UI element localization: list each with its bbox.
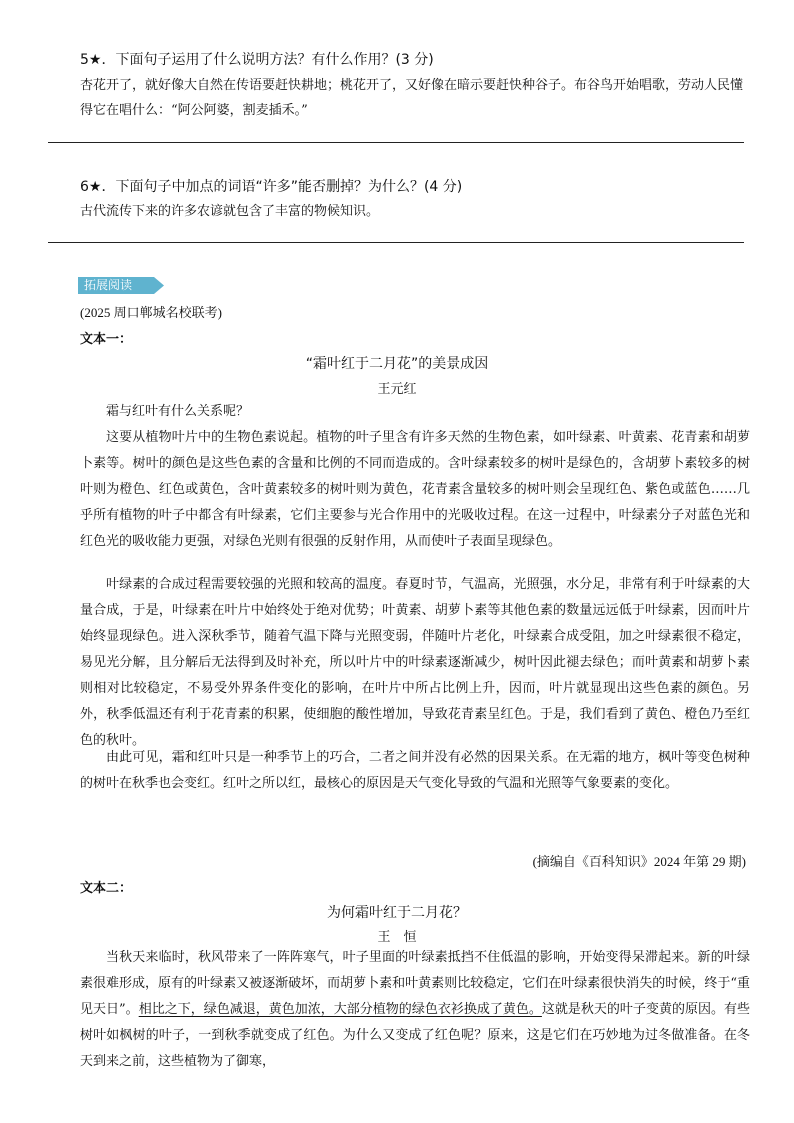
answer-line-6 [48,242,744,243]
text-1-paragraph-4: 由此可见，霜和红叶只是一种季节上的巧合，二者之间并没有必然的因果关系。在无霜的地方，枫叶等变色树种的树叶在秋季也会变红。红叶之所以红，最核心的原因是天气变化导致的气温和光照等气象要素的变化。 [80,750,750,791]
text-1-paragraph-2: 这要从植物叶片中的生物色素说起。植物的叶子里含有许多天然的生物色素，如叶绿素、叶黄素、花青素和胡萝卜素等。树叶的颜色是这些色素的含量和比例的不同而造成的。含叶绿素较多的树叶是绿色的，含胡萝卜素较多的树叶则为橙色、红色或黄色，含叶黄素较多的树叶则为黄色，花青素含量较多的树叶则会呈现红色、紫色或蓝色……几乎所有植物的叶子中都含有叶绿素，它们主要参与光合作用中的光吸收过程。在这一过程中，叶绿素分子对蓝色光和红色光的吸收能力更强，对绿色光则有很强的反射作用，从而使叶子表面呈现绿色。 [80,430,750,549]
text-2-underlined-sentence: 相比之下，绿色减退，黄色加浓，大部分植物的绿色衣衫换成了黄色。 [138,1002,542,1017]
text-1-paragraph-1: 霜与红叶有什么关系呢？ [106,404,250,419]
text-2-paragraph-1-end: 这就是秋天的叶子变黄的原因。有些树叶如枫树的叶子，一到秋季就变成了红色。为什么又变成了红色呢？原来，这是它们在巧妙地为过冬做准备。在冬天到来之前，这些植物为了御寒， [80,1002,750,1069]
section-badge [78,277,164,294]
text-1-author: 王元红 [377,382,417,397]
answer-line-5 [48,142,744,143]
text-2-label: 文本二： [80,881,133,896]
text-1-label: 文本一： [80,332,133,347]
section-badge-label: 拓展阅读 [84,278,133,292]
text-2-paragraph-1 [80,945,750,1075]
question-5-title: 5★．下面句子运用了什么说明方法？有什么作用？(3 分) [80,52,434,68]
text-1-citation: (摘编自《百科知识》2024 年第 29 期) [532,854,746,869]
text-2-paragraph-1-start: 当秋天来临时，秋风带来了一阵阵寒气，叶子里面的叶绿素抵挡不住低温的影响，开始变得呆滞起来。新的叶绿素很难形成，原有的叶绿素又被逐渐破坏，而胡萝卜素和叶黄素则比较稳定，它们在叶绿素很快消失的时候，终于“重见天日”。 [80,950,750,1017]
exam-source: (2025 周口郸城名校联考) [80,305,222,320]
question-6-text: 古代流传下来的许多农谚就包含了丰富的物候知识。 [80,204,380,219]
text-1-title: “霜叶红于二月花”的美景成因 [305,356,489,372]
text-2-author: 王 恒 [377,930,417,945]
text-2-title: 为何霜叶红于二月花？ [327,905,467,921]
question-5-text: 杏花开了，就好像大自然在传语要赶快耕地；桃花开了，又好像在暗示要赶快种谷子。布谷鸟开始唱歌，劳动人民懂得它在唱什么：“阿公阿婆，割麦插禾。” [80,78,744,118]
question-6-title: 6★．下面句子中加点的词语“许多”能否删掉？为什么？(4 分) [80,179,463,195]
text-1-paragraph-3: 叶绿素的合成过程需要较强的光照和较高的温度。春夏时节，气温高，光照强，水分足，非常有利于叶绿素的大量合成，于是，叶绿素在叶片中始终处于绝对优势；叶黄素、胡萝卜素等其他色素的数量远远低于叶绿素，因而叶片始终显现绿色。进入深秋季节，随着气温下降与光照变弱，伴随叶片老化，叶绿素合成受阻，加之叶绿素很不稳定，易见光分解，且分解后无法得到及时补充，所以叶片中的叶绿素逐渐减少，树叶因此褪去绿色；而叶黄素和胡萝卜素则相对比较稳定，不易受外界条件变化的影响，在叶片中所占比例上升，因而，叶片就显现出这些色素的颜色。另外，秋季低温还有利于花青素的积累，使细胞的酸性增加，导致花青素呈红色。于是，我们看到了黄色、橙色乃至红色的秋叶。 [80,577,750,748]
